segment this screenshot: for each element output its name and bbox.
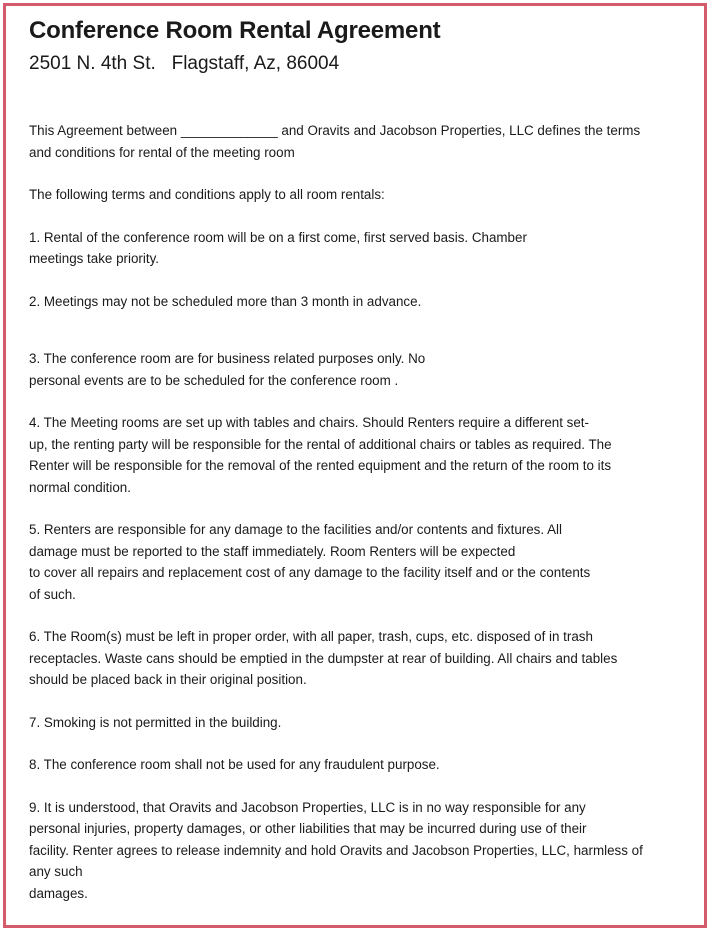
document-body bbox=[29, 14, 689, 904]
document-title: Conference Room Rental Agreement bbox=[29, 17, 441, 44]
term-item-5: 5. Renters are responsible for any damage to the facilities and/or contents and fixtures. All damage must be reported to the staff immediately. Room Renters will be expected to cover all repairs and replacement cost of any damage to the facility itself and or the contents of such. bbox=[29, 522, 591, 602]
term-item-1: 1. Rental of the conference room will be on a first come, first served basis. Chamber meetings take priority. bbox=[29, 229, 527, 266]
term-item-7: 7. Smoking is not permitted in the building. bbox=[29, 714, 282, 730]
term-item-4: 4. The Meeting rooms are set up with tables and chairs. Should Renters require a different set- up, the renting party will be responsible for the rental of additional chairs or tables as required. The Renter will be responsible for the removal of the rented equipment and the return of the room to its normal condition. bbox=[29, 415, 612, 495]
term-item-8: 8. The conference room shall not be used for any fraudulent purpose. bbox=[29, 757, 440, 772]
agreement-intro: This Agreement between _____________ and Oravits and Jacobson Properties, LLC defines the terms and conditions for rental of the meeting room bbox=[29, 123, 641, 160]
terms-heading: The following terms and conditions apply to all room rentals: bbox=[29, 187, 385, 202]
term-item-2: 2. Meetings may not be scheduled more than 3 month in advance. bbox=[29, 293, 422, 309]
term-item-9: 9. It is understood, that Oravits and Jacobson Properties, LLC is in no way responsible for any personal injuries, property damages, or other liabilities that may be incurred during use of their facility. Renter agrees to release indemnity and hold Oravits and Jacobson Properties, LLC, harmless of any such damages. bbox=[29, 799, 643, 901]
term-item-3: 3. The conference room are for business related purposes only. No personal events are to be scheduled for the conference room . bbox=[29, 351, 426, 388]
document-address: 2501 N. 4th St. Flagstaff, Az, 86004 bbox=[29, 53, 340, 74]
term-item-6: 6. The Room(s) must be left in proper order, with all paper, trash, cups, etc. disposed of in trash receptacles. Waste cans should be emptied in the dumpster at rear of building. All chairs and tables should be placed back in their original position. bbox=[29, 629, 618, 687]
